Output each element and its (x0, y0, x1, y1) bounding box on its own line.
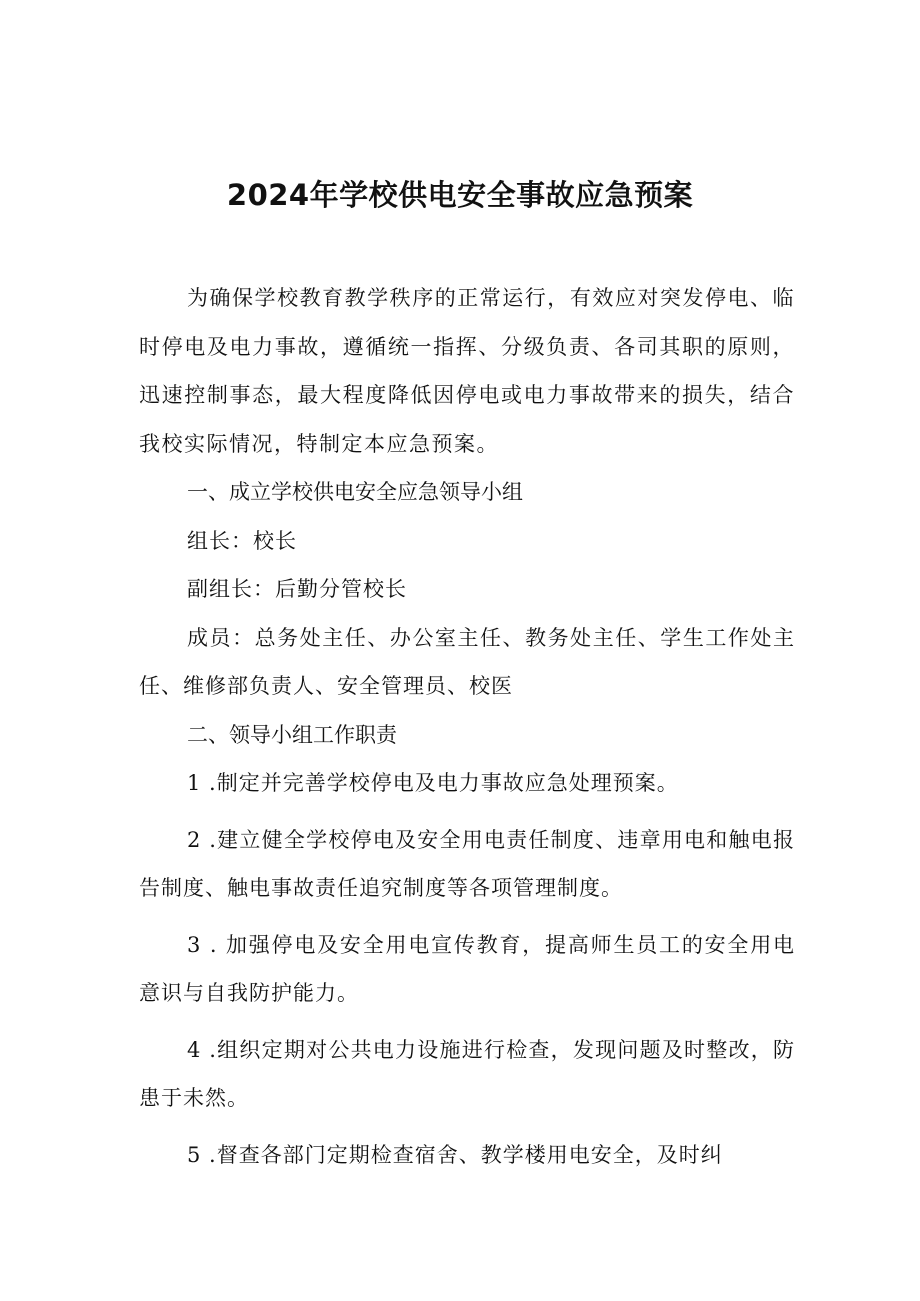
leader-line: 组长：校长 (187, 528, 297, 553)
duty-item-1: 1 .制定并完善学校停电及电力事故应急处理预案。 (187, 771, 679, 795)
section-1-heading: 一、成立学校供电安全应急领导小组 (187, 480, 523, 504)
duty-item-2: 2 .建立健全学校停电及安全用电责任制度、违章用电和触电报告制度、触电事故责任追究制度等各项管理制度。 (139, 827, 795, 900)
duty-item-5: 5 .督查各部门定期检查宿舍、教学楼用电安全，及时纠 (187, 1142, 723, 1167)
deputy-leader-line: 副组长：后勤分管校长 (187, 577, 407, 601)
intro-paragraph: 为确保学校教育教学秩序的正常运行，有效应对突发停电、临时停电及电力事故，遵循统一指挥、分级负责、各司其职的原则，迅速控制事态，最大程度降低因停电或电力事故带来的损失，结合我校实际情况，特制定本应急预案。 (139, 286, 795, 456)
document-body (139, 274, 795, 1179)
section-2-heading: 二、领导小组工作职责 (187, 722, 397, 747)
duty-item-3: 3 . 加强停电及安全用电宣传教育，提高师生员工的安全用电意识与自我防护能力。 (139, 932, 795, 1005)
document-title: 2024年学校供电安全事故应急预案 (226, 178, 694, 212)
duty-item-4: 4 .组织定期对公共电力设施进行检查，发现问题及时整改，防患于未然。 (139, 1037, 795, 1110)
members-paragraph: 成员：总务处主任、办公室主任、教务处主任、学生工作处主任、维修部负责人、安全管理员、校医 (139, 625, 795, 698)
